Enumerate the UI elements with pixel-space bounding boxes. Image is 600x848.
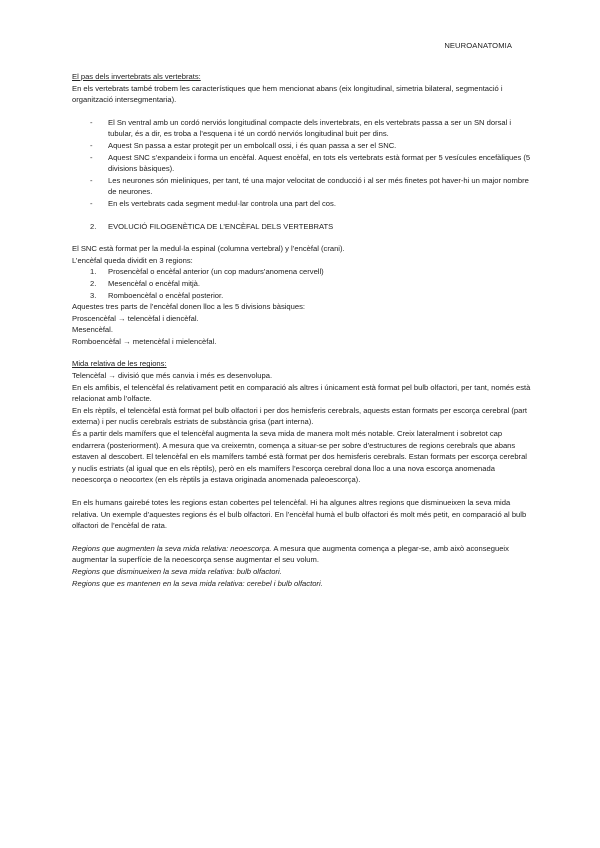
section-heading <box>72 221 532 233</box>
list-item: - En els vertebrats cada segment medul·lar controla una part del cos. <box>72 198 532 210</box>
list-item: - Les neurones són mieliniques, per tant, té una major velocitat de conducció i al ser més finetes pot haver-hi un major nombre de neurones. <box>72 175 532 198</box>
paragraph: En els rèptils, el telencèfal està format pel bulb olfactori i per dos hemisferis cerebrals, aquests estan formats per escorça cerebral (part externa) i per nuclis cerebrals estriats de substància grisa (part interna). <box>72 405 527 427</box>
list-item <box>72 266 532 278</box>
paragraph: És a partir dels mamífers que el telencèfal augmenta la seva mida de manera molt més notable. Creix lateralment i sobretot cap endarrera (posteriorment). A mesura que va creixemtn, comença a situar-se per sobre d’estructures de regions cerebrals que abans estaven al descobert. El telencèfal en els mamífers també està format per dos hemisferis cerebrals. Estan formats per escorça cerebral y nuclis estriats (al igual que en els rèptils), però en els mamífers l’escorça cerebral dona lloc a una nova escorça anomenada neoescorça o neocortex (en els rèptils ja estava originada anomenada paleoescorça). <box>72 429 527 485</box>
item-text: Romboencèfal o encèfal posterior. <box>108 290 224 300</box>
item-number: 2. <box>90 278 97 288</box>
list-item: - El Sn ventral amb un cordó nerviós longitudinal compacte dels invertebrats, en els vertebrats passa a ser un SN dorsal i tubular, és a dir, es troba a l’esquena i té un cordó nerviós longitudinal buit per dins. <box>72 117 532 140</box>
item-number: 3. <box>90 290 97 300</box>
division-line: Mesencèfal. <box>72 325 113 335</box>
paragraph: Telencèfal → divisió que més canvia i més es desenvolupa. <box>72 371 273 381</box>
heading-number: 2. <box>90 221 97 231</box>
page-header: NEUROANATOMIA <box>444 41 512 50</box>
paragraph: El SNC està format per la medul·la espinal (columna vertebral) y l’encèfal (crani). <box>72 244 345 254</box>
item-text: Mesencèfal o encèfal mitjà. <box>108 278 201 288</box>
paragraph: En els humans gairebé totes les regions estan cobertes pel telencèfal. Hi ha algunes altres regions que disminueixen la seva mida relativa. Un exemple d’aquestes regions és el bulb olfactori. En l’encèfal humà el bulb olfactori és molt més petit, en comparació al bulb olfactori de l’encèfal de rata. <box>72 498 527 531</box>
section-title: Mida relativa de les regions: <box>72 359 167 369</box>
list-item <box>72 278 532 290</box>
numbered-list <box>72 266 532 301</box>
heading-text: EVOLUCIÓ FILOGENÈTICA DE L’ENCÈFAL DELS VERTEBRATS <box>108 221 334 231</box>
bullet-list <box>72 117 532 210</box>
item-number: 1. <box>90 267 97 277</box>
paragraph: Aquestes tres parts de l’encèfal donen lloc a les 5 divisions bàsiques: <box>72 302 306 312</box>
section-title: El pas dels invertebrats als vertebrats: <box>72 72 201 81</box>
item-text: Prosencèfal o encèfal anterior (un cop madurs’anomena cervell) <box>108 267 324 277</box>
paragraph <box>72 543 532 566</box>
italic-line: Regions que es mantenen en la seva mida relativa: cerebel i bulb olfactori. <box>72 578 323 588</box>
paragraph: En els amfibis, el telencèfal és relativament petit en comparació als altres i únicament està format pel bulb olfactori, per tant, només està relacionat amb l’olfacte. <box>72 382 531 404</box>
paragraph-text: A mesura que augmenta comença a plegar-se, amb això aconsegueix augmentar la superfície de la neoescorça sense augmentar el seu volum. <box>72 543 509 565</box>
list-item: - Aquest SNC s’expandeix i forma un encèfal. Aquest encèfal, en tots els vertebrats està format per 5 vesícules encefàliques (5 divisions bàsiques). <box>72 152 532 175</box>
italic-line: Regions que disminueixen la seva mida relativa: bulb olfactori. <box>72 566 282 576</box>
division-line: Romboencèfal → metencèfal i mielencèfal. <box>72 336 217 346</box>
italic-label: Regions que augmenten la seva mida relativa: neoescorça. <box>72 543 272 553</box>
list-item <box>72 290 532 302</box>
paragraph: L’encèfal queda dividit en 3 regions: <box>72 255 193 265</box>
division-line: Proscencèfal → telencèfal i diencèfal. <box>72 313 199 323</box>
list-item: - Aquest Sn passa a estar protegit per un embolcall ossi, i és quan passa a ser el SNC. <box>72 140 532 152</box>
document-body <box>72 71 532 589</box>
paragraph: En els vertebrats també trobem les característiques que hem mencionat abans (eix longitudinal, simetria bilateral, segmentació i organització intersegmentaria). <box>72 83 503 105</box>
